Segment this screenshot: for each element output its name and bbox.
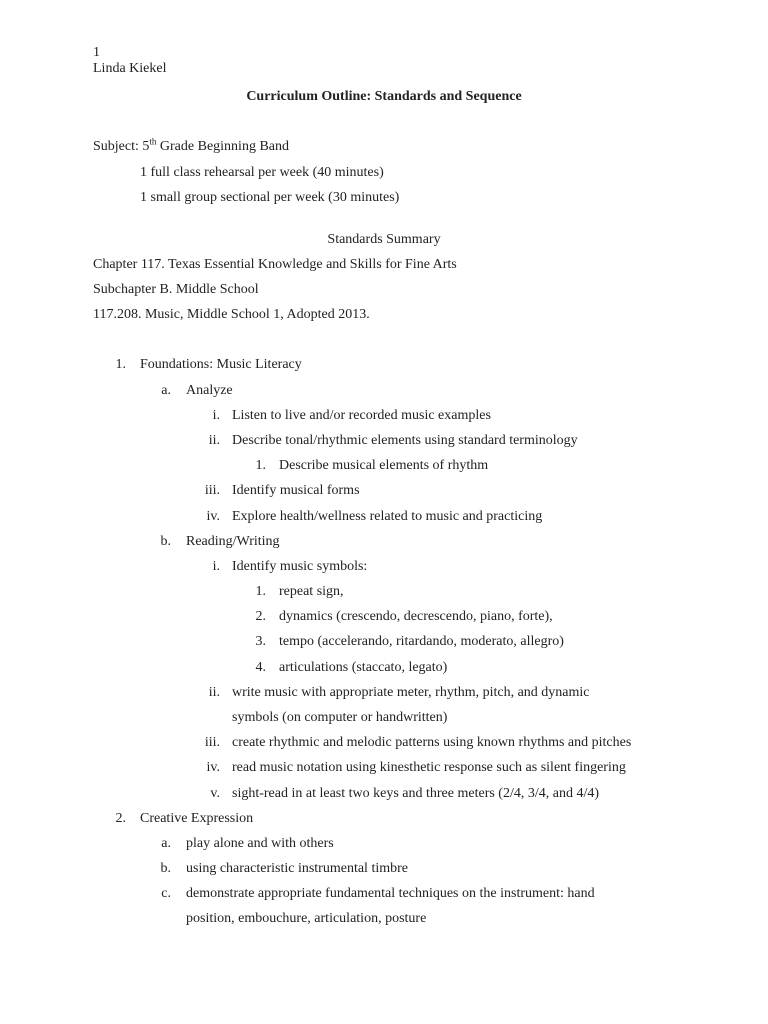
section-line: 117.208. Music, Middle School 1, Adopted 2013. xyxy=(93,307,370,322)
subject-rest: Grade Beginning Band xyxy=(156,139,289,154)
outline-item-text: play alone and with others xyxy=(186,836,334,851)
outline-letter: c. xyxy=(161,886,171,901)
outline-item-text: Analyze xyxy=(186,383,233,398)
outline-item-text: demonstrate appropriate fundamental techniques on the instrument: hand xyxy=(186,886,595,901)
outline-item-text: sight-read in at least two keys and three meters (2/4, 3/4, and 4/4) xyxy=(232,786,600,801)
subchapter-line: Subchapter B. Middle School xyxy=(93,282,259,297)
rehearsal-line: 1 full class rehearsal per week (40 minutes) xyxy=(140,165,384,180)
outline-roman: iii. xyxy=(204,735,220,750)
outline-item-text: dynamics (crescendo, decrescendo, piano, forte), xyxy=(279,609,553,624)
outline-number: 1. xyxy=(255,584,266,599)
chapter-line: Chapter 117. Texas Essential Knowledge and Skills for Fine Arts xyxy=(93,257,457,272)
outline-item-text: repeat sign, xyxy=(279,584,344,599)
outline-roman: ii. xyxy=(208,685,220,700)
outline-item-continuation: position, embouchure, articulation, posture xyxy=(186,911,427,926)
outline-letter: b. xyxy=(160,534,171,549)
outline-item-text: articulations (staccato, legato) xyxy=(279,660,448,675)
author-name: Linda Kiekel xyxy=(93,61,167,76)
outline-item-text: Foundations: Music Literacy xyxy=(140,357,302,372)
outline-roman: iv. xyxy=(206,760,220,775)
outline-item-text: Reading/Writing xyxy=(186,534,280,549)
outline-number: 2. xyxy=(115,811,126,826)
outline-item-text: Listen to live and/or recorded music examples xyxy=(232,408,491,423)
subject-line xyxy=(93,138,289,156)
outline-number: 2. xyxy=(255,609,266,624)
outline-letter: b. xyxy=(160,861,171,876)
outline-item-text: create rhythmic and melodic patterns using known rhythms and pitches xyxy=(232,735,632,750)
sectional-line: 1 small group sectional per week (30 minutes) xyxy=(140,190,400,205)
outline-letter: a. xyxy=(161,383,171,398)
outline-letter: a. xyxy=(161,836,171,851)
outline-roman: i. xyxy=(212,559,220,574)
outline-number: 4. xyxy=(255,660,266,675)
outline-item-text: Creative Expression xyxy=(140,811,254,826)
outline-item-continuation: symbols (on computer or handwritten) xyxy=(232,710,448,725)
outline-number: 1. xyxy=(115,357,126,372)
outline-number: 3. xyxy=(255,634,266,649)
outline-roman: i. xyxy=(212,408,220,423)
subject-superscript: th xyxy=(149,136,157,147)
outline-item-text: tempo (accelerando, ritardando, moderato, allegro) xyxy=(279,634,564,649)
outline-roman: iii. xyxy=(204,483,220,498)
outline-item-text: Describe tonal/rhythmic elements using standard terminology xyxy=(232,433,578,448)
outline-roman: v. xyxy=(210,786,220,801)
outline-item-text: write music with appropriate meter, rhythm, pitch, and dynamic xyxy=(232,685,590,700)
outline-roman: ii. xyxy=(208,433,220,448)
outline-item-text: Identify musical forms xyxy=(232,483,360,498)
outline-item-text: Identify music symbols: xyxy=(232,559,368,574)
document-title: Curriculum Outline: Standards and Sequence xyxy=(246,89,522,104)
outline-item-text: read music notation using kinesthetic response such as silent fingering xyxy=(232,760,626,775)
page-number: 1 xyxy=(93,45,100,60)
outline-item-text: Explore health/wellness related to music and practicing xyxy=(232,509,543,524)
outline-item-text: Describe musical elements of rhythm xyxy=(279,458,489,473)
standards-heading: Standards Summary xyxy=(327,232,441,247)
outline-number: 1. xyxy=(255,458,266,473)
outline-roman: iv. xyxy=(206,509,220,524)
subject-label: Subject: 5 xyxy=(93,139,150,154)
outline-item-text: using characteristic instrumental timbre xyxy=(186,861,408,876)
